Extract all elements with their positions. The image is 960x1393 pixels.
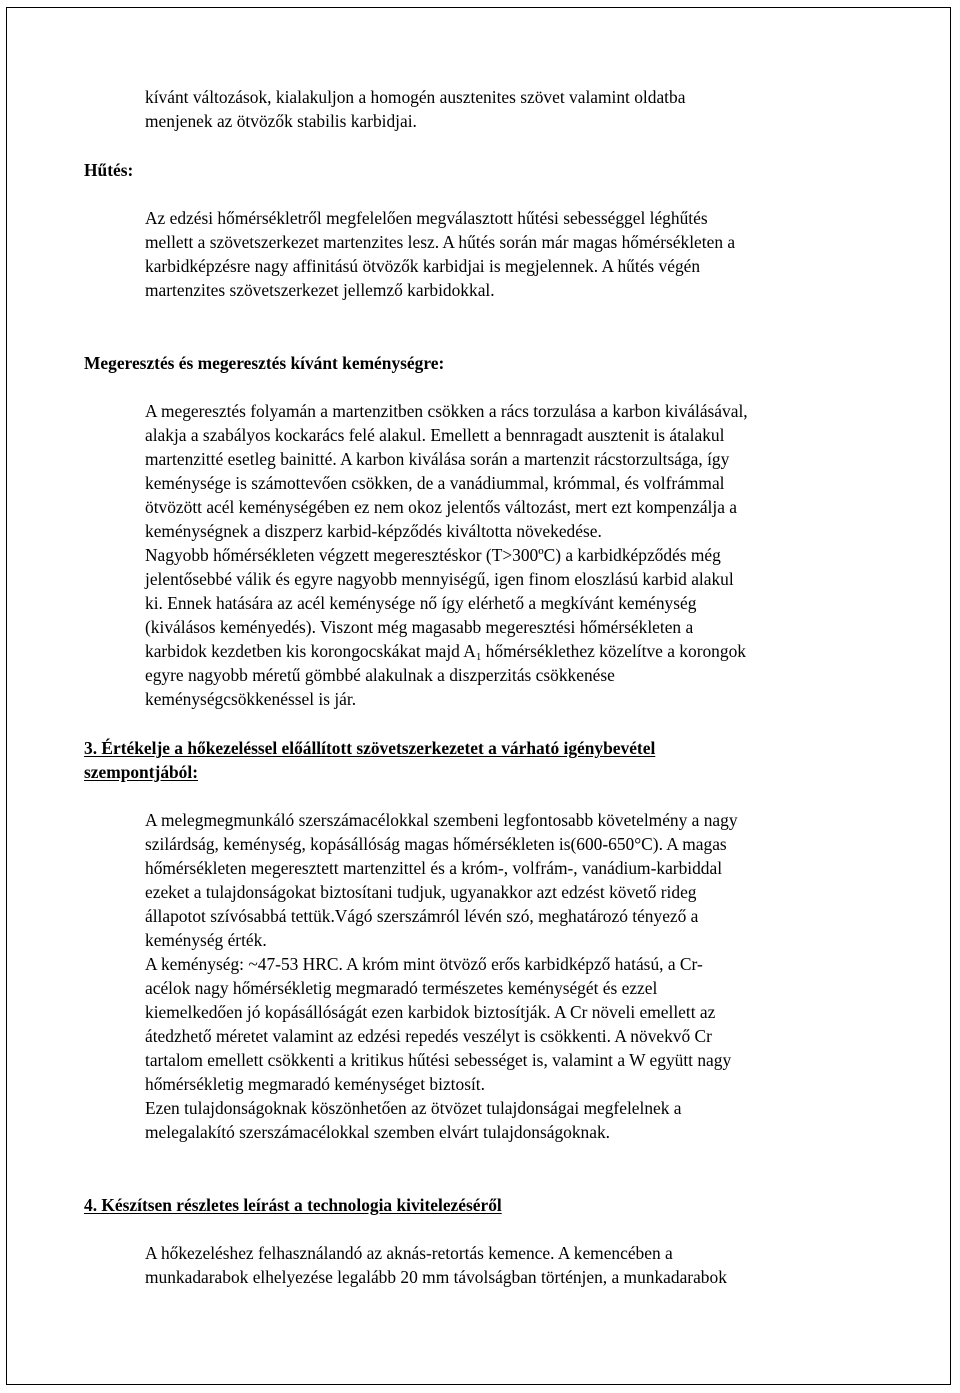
section3-line: tartalom emellett csökkenti a kritikus hűtési sebességet is, valamint a W együtt nagy [145, 1050, 732, 1070]
section4-line: A hőkezeléshez felhasználandó az aknás-retortás kemence. A kemencében a [145, 1243, 673, 1263]
tempering-line: alakja a szabályos kockarács felé alakul. Emellett a bennragadt ausztenit is átalakul [145, 425, 725, 445]
section3-line: A melegmegmunkáló szerszámacélokkal szembeni legfontosabb követelmény a nagy [145, 810, 738, 830]
section3-line: hőmérsékleten megeresztett martenzittel és a króm-, volfrám-, vanádium-karbiddal [145, 858, 723, 878]
tempering-line: ki. Ennek hatására az acél keménysége nő így elérhető a megkívánt keménység [145, 593, 697, 613]
section3-line: A keménység: ~47-53 HRC. A króm mint ötvöző erős karbidképző hatású, a Cr- [145, 954, 703, 974]
tempering-line: ötvözött acél keménységében ez nem okoz jelentős változást, mert ezt kompenzálja a [145, 497, 738, 517]
tempering-line: (kiválásos keményedés). Viszont még magasabb megeresztési hőmérsékleten a [145, 617, 694, 637]
tempering-label: Megeresztés és megeresztés kívánt keménységre: [84, 353, 445, 373]
tempering-line: Nagyobb hőmérsékleten végzett megeresztéskor (T>300ºC) a karbidképződés még [145, 545, 721, 565]
tempering-line: jelentősebbé válik és egyre nagyobb mennyiségű, igen finom eloszlású karbid alakul [145, 569, 734, 589]
section3-line: hőmérsékletig megmaradó keménységet biztosít. [145, 1074, 485, 1094]
section3-heading: 3. Értékelje a hőkezeléssel előállított szövetszerkezetet a várható igénybevétel [84, 738, 656, 758]
section3-line: ezeket a tulajdonságokat biztosítani tudjuk, ugyanakkor azt edzést követő rideg [145, 882, 697, 902]
tempering-line: egyre nagyobb méretű gömbbé alakulnak a diszperzitás csökkenése [145, 665, 615, 685]
cooling-label: Hűtés: [84, 160, 134, 180]
subscript: 1 [475, 651, 482, 663]
section3-line: keménység érték. [145, 930, 267, 950]
cooling-line: martenzites szövetszerkezet jellemző karbidokkal. [145, 280, 495, 300]
section3-line: szilárdság, keménység, kopásállóság magas hőmérsékleten is(600-650°C). A magas [145, 834, 727, 854]
section3-heading: szempontjából: [84, 762, 198, 782]
section4-line: munkadarabok elhelyezése legalább 20 mm távolságban történjen, a munkadarabok [145, 1267, 727, 1287]
section3-line: állapotot szívósabbá tettük.Vágó szerszámról lévén szó, meghatározó tényező a [145, 906, 699, 926]
section3-line: átedzhető méretet valamint az edzési repedés veszélyt is csökkenti. A növekvő Cr [145, 1026, 712, 1046]
tempering-text: hőmérséklethez közelítve a korongok [481, 641, 746, 661]
tempering-line: martenzitté esetleg bainitté. A karbon kiválása során a martenzit rácstorzultsága, így [145, 449, 730, 469]
section3-line: Ezen tulajdonságoknak köszönhetően az ötvözet tulajdonságai megfelelnek a [145, 1098, 682, 1118]
tempering-line: keménységcsökkenéssel is jár. [145, 689, 357, 709]
intro-line: kívánt változások, kialakuljon a homogén ausztenites szövet valamint oldatba [145, 87, 686, 107]
tempering-line: keménységnek a diszperz karbid-képződés kiváltotta növekedése. [145, 521, 602, 541]
section4-heading: 4. Készítsen részletes leírást a technologia kivitelezéséről [84, 1195, 502, 1215]
tempering-text: karbidok kezdetben kis korongocskákat majd A [145, 641, 476, 661]
tempering-line: keménysége is számottevően csökken, de a vanádiummal, krómmal, és volfrámmal [145, 473, 725, 493]
cooling-line: mellett a szövetszerkezet martenzites lesz. A hűtés során már magas hőmérsékleten a [145, 232, 736, 252]
tempering-line: A megeresztés folyamán a martenzitben csökken a rács torzulása a karbon kiválásával, [145, 401, 748, 421]
section3-line: melegalakító szerszámacélokkal szemben elvárt tulajdonságoknak. [145, 1122, 611, 1142]
intro-line: menjenek az ötvözők stabilis karbidjai. [145, 111, 417, 131]
section3-line: kiemelkedően jó kopásállóságát ezen karbidok biztosítják. A Cr növeli emellett az [145, 1002, 716, 1022]
section3-line: acélok nagy hőmérsékletig megmaradó természetes keménységét és ezzel [145, 978, 658, 998]
cooling-line: karbidképzésre nagy affinitású ötvözők karbidjai is megjelennek. A hűtés végén [145, 256, 701, 276]
cooling-line: Az edzési hőmérsékletről megfelelően megválasztott hűtési sebességgel léghűtés [145, 208, 708, 228]
